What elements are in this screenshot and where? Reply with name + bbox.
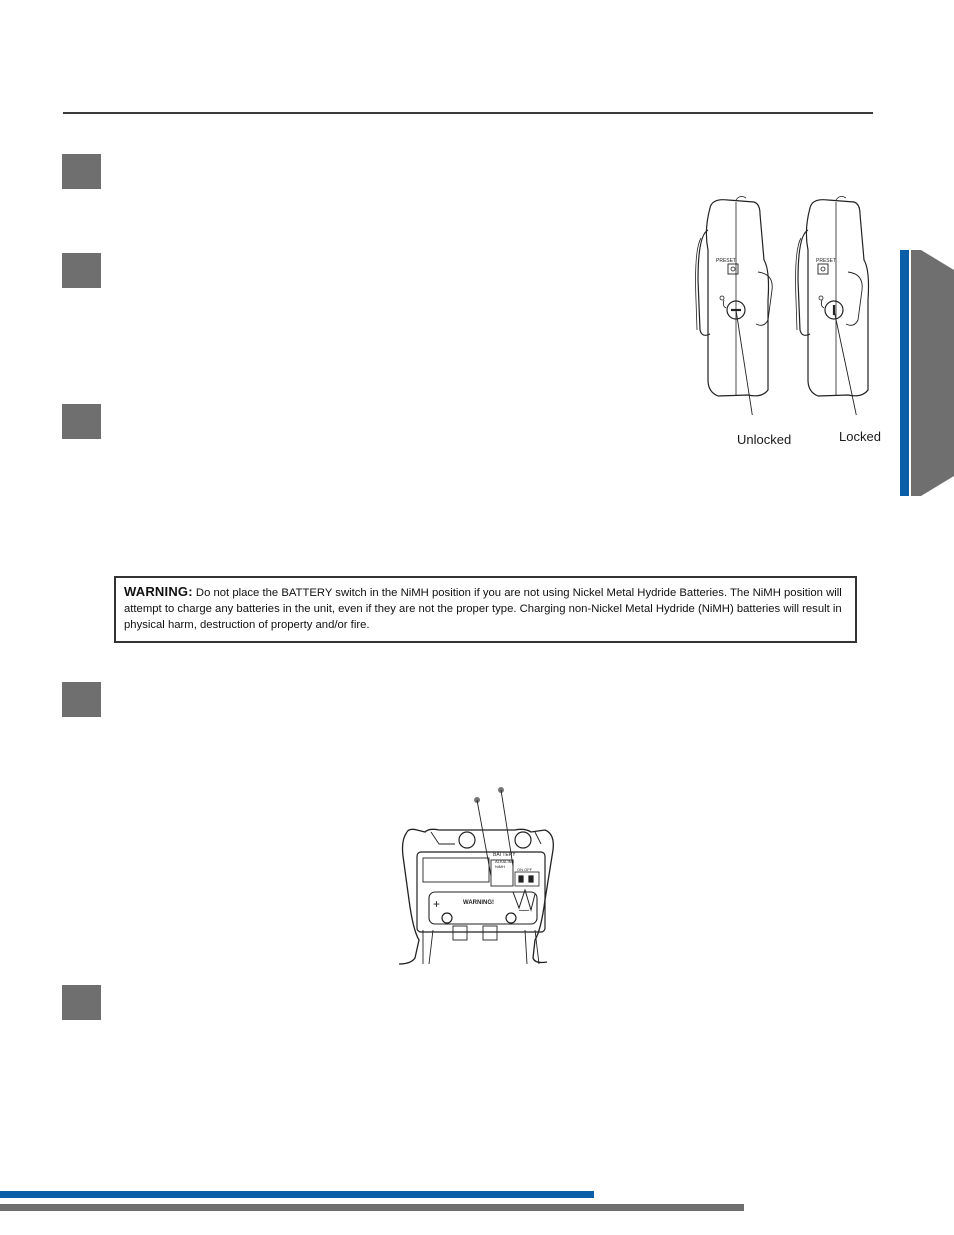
step-box-2 — [62, 253, 101, 288]
locked-leader-line — [834, 310, 858, 415]
header-rule — [63, 112, 873, 114]
on-off-label: ON OFF — [517, 867, 533, 872]
unlocked-leader-line — [736, 310, 754, 415]
warning-box — [114, 576, 857, 643]
preset-label-left: PRESET — [716, 258, 737, 264]
transmitter-unlocked-drawing — [696, 196, 773, 396]
battery-switch-label: BATTERY — [493, 852, 516, 858]
minus-terminal-symbol: — — [519, 905, 529, 916]
caption-locked: Locked — [839, 429, 881, 444]
switch-alkaline-label: ALKALINE — [495, 859, 515, 864]
warning-text-block — [124, 584, 847, 633]
step-box-3 — [62, 404, 101, 439]
warning-label: WARNING: — [124, 584, 193, 599]
side-tab-accent-bar — [900, 250, 909, 496]
step-box-1 — [62, 154, 101, 189]
footer-accent-bar — [0, 1191, 594, 1198]
footer-rule — [0, 1204, 744, 1211]
transmitter-lock-illustration — [688, 190, 888, 415]
step-box-4 — [62, 682, 101, 717]
side-chapter-tab — [911, 250, 954, 496]
warning-sticker-label: WARNING! — [463, 900, 494, 906]
transmitter-locked-drawing — [796, 196, 869, 396]
step-box-5 — [62, 985, 101, 1020]
warning-body: Do not place the BATTERY switch in the NiMH position if you are not using Nickel Metal Hydride Batteries. The NiMH position will attempt to charge any batteries in the unit, even if they are not the proper type. Charging non-Nickel Metal Hydride (NiMH) batteries will result in physical harm, destruction of property and/or fire. — [124, 587, 842, 631]
caption-unlocked: Unlocked — [737, 432, 792, 447]
plus-terminal-symbol: + — [433, 897, 441, 911]
preset-label-right: PRESET — [816, 258, 837, 264]
battery-compartment-illustration — [395, 780, 560, 968]
switch-nimh-label: NiMH — [495, 864, 505, 869]
